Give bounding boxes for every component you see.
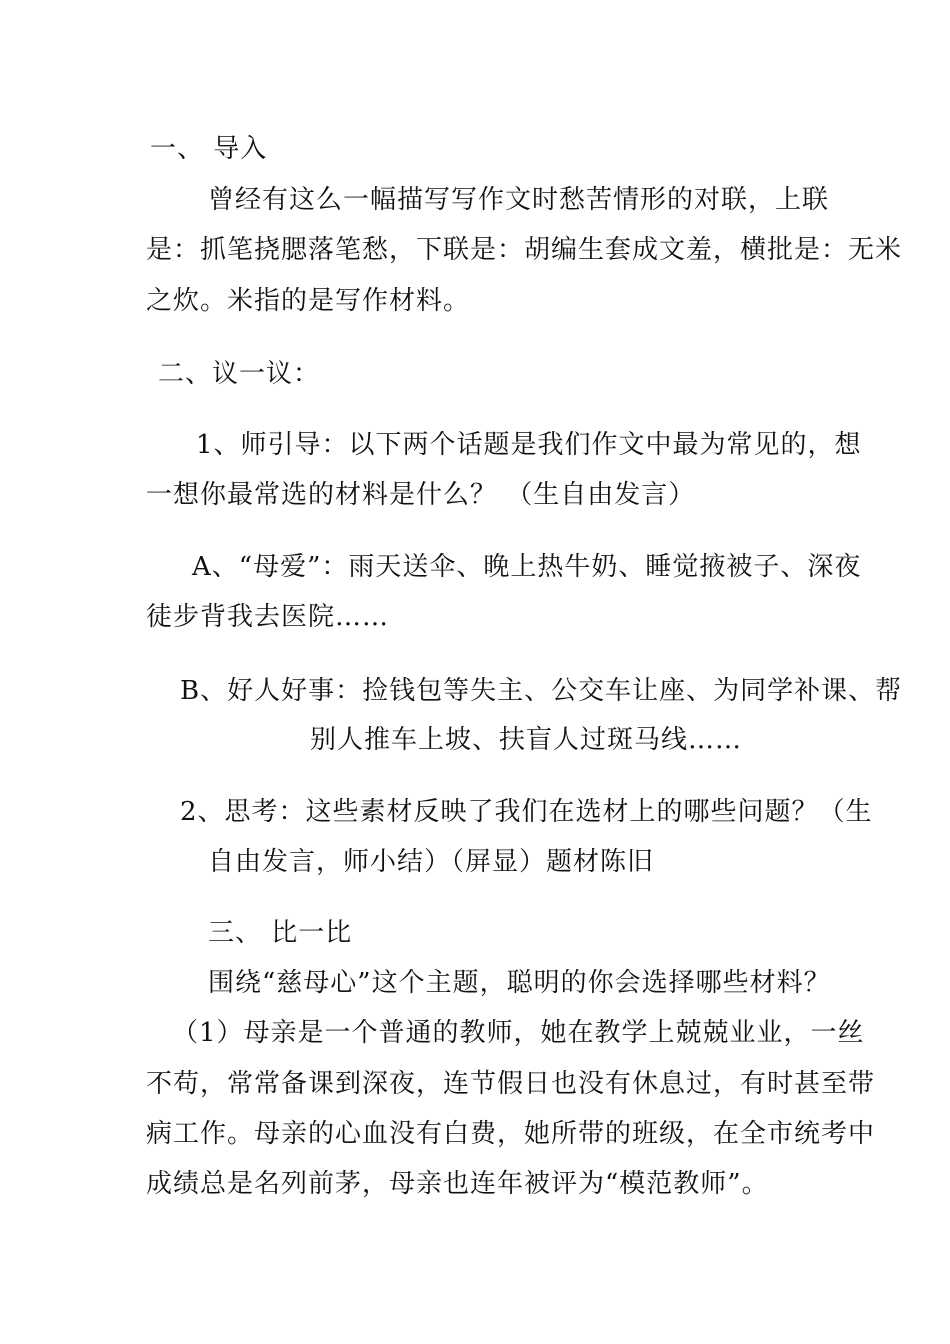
itemB-line-1: B、好人好事：捡钱包等失主、公交车让座、为同学补课、帮 (180, 676, 903, 706)
section3-question: 围绕“慈母心”这个主题，聪明的你会选择哪些材料？ (208, 968, 831, 998)
item2-line-1: 2、思考：这些素材反映了我们在选材上的哪些问题？（生 (180, 797, 873, 827)
item1-line-2: 一想你最常选的材料是什么？ （生自由发言） (146, 480, 696, 510)
item1-line-1: 1、师引导：以下两个话题是我们作文中最为常见的，想 (196, 430, 862, 460)
material1-line-1: （1）母亲是一个普通的教师，她在教学上兢兢业业，一丝 (172, 1018, 865, 1048)
itemA-line-1: A、“母爱”：雨天送伞、晚上热牛奶、睡觉掖被子、深夜 (192, 552, 862, 582)
itemA-line-2: 徒步背我去医院…… (146, 602, 390, 632)
item2-line-2: 自由发言，师小结）（屏显）题材陈旧 (208, 847, 655, 877)
section3-heading: 三、 比一比 (208, 918, 353, 948)
material1-line-2: 不苟，常常备课到深夜，连节假日也没有休息过，有时甚至带 (146, 1069, 876, 1099)
section1-paragraph-line-3: 之炊。米指的是写作材料。 (146, 286, 471, 316)
section1-heading: 一、 导入 (150, 134, 268, 164)
section2-heading: 二、议一议： (158, 359, 321, 389)
section1-paragraph-line-2: 是：抓笔挠腮落笔愁，下联是：胡编生套成文羞，横批是：无米 (146, 235, 903, 265)
itemB-line-2: 别人推车上坡、扶盲人过斑马线…… (310, 725, 743, 755)
section1-paragraph-line-1: 曾经有这么一幅描写写作文时愁苦情形的对联，上联 (208, 185, 830, 215)
material1-line-3: 病工作。母亲的心血没有白费，她所带的班级，在全市统考中 (146, 1119, 876, 1149)
material1-line-4: 成绩总是名列前茅，母亲也连年被评为“模范教师”。 (146, 1169, 769, 1199)
